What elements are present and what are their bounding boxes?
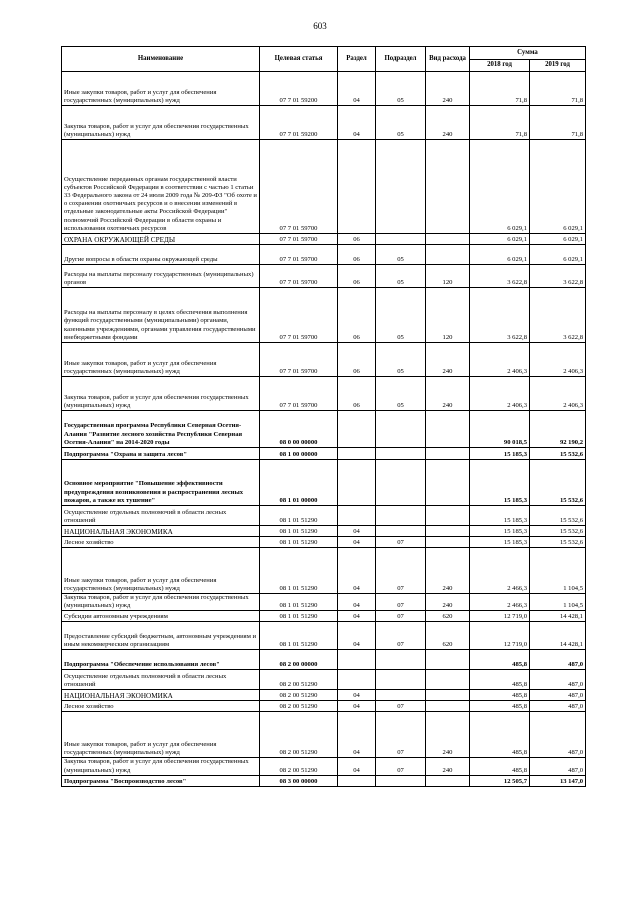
row-subsection: [376, 650, 426, 670]
row-sum-2018: 2 406,3: [470, 343, 530, 377]
row-target-article: 07 7 01 59700: [260, 288, 338, 343]
row-subsection: 07: [376, 701, 426, 712]
table-row: [62, 526, 586, 537]
row-target-article: 07 7 01 59200: [260, 72, 338, 106]
row-sum-2018: 485,8: [470, 650, 530, 670]
row-sum-2019: 2 406,3: [530, 377, 586, 411]
table-body: [62, 72, 586, 787]
row-subsection: [376, 411, 426, 448]
row-sum-2019: 487,0: [530, 690, 586, 701]
row-name: ОХРАНА ОКРУЖАЮЩЕЙ СРЕДЫ: [62, 234, 260, 245]
row-name: НАЦИОНАЛЬНАЯ ЭКОНОМИКА: [62, 690, 260, 701]
row-expense-type: 120: [426, 288, 470, 343]
row-expense-type: [426, 690, 470, 701]
row-name: Государственная программа Республики Северная Осетия-Алания "Развитие лесного хозяйства Республики Северная Осетия-Алания" на 2014-2020 годы: [62, 411, 260, 448]
row-sum-2018: 15 185,3: [470, 460, 530, 506]
table-row: [62, 288, 586, 343]
table-row: [62, 712, 586, 758]
row-name: Лесное хозяйство: [62, 537, 260, 548]
row-name: Иные закупки товаров, работ и услуг для обеспечения государственных (муниципальных) нужд: [62, 548, 260, 594]
row-sum-2018: 485,8: [470, 690, 530, 701]
table-row: [62, 506, 586, 526]
row-subsection: 07: [376, 548, 426, 594]
row-target-article: 08 2 00 51290: [260, 701, 338, 712]
row-sum-2019: 71,8: [530, 72, 586, 106]
header-section: Раздел: [338, 47, 376, 72]
row-sum-2019: 6 029,1: [530, 234, 586, 245]
row-section: 04: [338, 526, 376, 537]
row-section: 04: [338, 712, 376, 758]
row-subsection: 07: [376, 712, 426, 758]
row-sum-2019: 92 190,2: [530, 411, 586, 448]
row-target-article: 08 2 00 51290: [260, 690, 338, 701]
row-target-article: 08 0 00 00000: [260, 411, 338, 448]
row-sum-2018: 485,8: [470, 758, 530, 775]
table-row: [62, 670, 586, 690]
row-section: 04: [338, 106, 376, 140]
row-sum-2018: 71,8: [470, 106, 530, 140]
row-expense-type: [426, 701, 470, 712]
row-sum-2019: 13 147,0: [530, 775, 586, 786]
row-section: 04: [338, 701, 376, 712]
row-expense-type: [426, 775, 470, 786]
row-name: Подпрограмма "Обеспечение использования лесов": [62, 650, 260, 670]
row-sum-2018: 15 185,3: [470, 506, 530, 526]
row-sum-2018: 3 622,8: [470, 265, 530, 288]
row-sum-2019: 1 104,5: [530, 548, 586, 594]
row-sum-2019: 487,0: [530, 701, 586, 712]
table-row: [62, 758, 586, 775]
row-target-article: 07 7 01 59700: [260, 140, 338, 234]
row-name: Иные закупки товаров, работ и услуг для обеспечения государственных (муниципальных) нужд: [62, 343, 260, 377]
table-row: [62, 537, 586, 548]
row-target-article: 08 1 01 51290: [260, 622, 338, 650]
row-sum-2018: 2 406,3: [470, 377, 530, 411]
row-subsection: 07: [376, 594, 426, 611]
row-target-article: 08 1 01 00000: [260, 460, 338, 506]
row-sum-2019: 15 532,6: [530, 526, 586, 537]
row-name: Субсидии автономным учреждениям: [62, 611, 260, 622]
row-name: Расходы на выплаты персоналу в целях обеспечения выполнения функций государственными (муниципальными) органами, казенными учреждениями, органами управления государственными внебюджетными фондами: [62, 288, 260, 343]
row-subsection: 07: [376, 622, 426, 650]
row-subsection: 05: [376, 288, 426, 343]
row-name: НАЦИОНАЛЬНАЯ ЭКОНОМИКА: [62, 526, 260, 537]
row-sum-2018: 90 018,5: [470, 411, 530, 448]
row-section: [338, 775, 376, 786]
row-target-article: 08 2 00 51290: [260, 670, 338, 690]
row-expense-type: [426, 140, 470, 234]
row-section: [338, 140, 376, 234]
header-name: Наименование: [62, 47, 260, 72]
row-sum-2018: 2 466,3: [470, 594, 530, 611]
row-subsection: 07: [376, 758, 426, 775]
table-row: [62, 775, 586, 786]
header-year-2018: 2018 год: [470, 60, 530, 72]
row-expense-type: [426, 650, 470, 670]
row-sum-2019: 6 029,1: [530, 245, 586, 265]
row-expense-type: [426, 670, 470, 690]
table-row: [62, 622, 586, 650]
row-section: 06: [338, 245, 376, 265]
row-subsection: [376, 670, 426, 690]
row-sum-2019: 487,0: [530, 758, 586, 775]
row-target-article: 07 7 01 59200: [260, 106, 338, 140]
table-row: [62, 265, 586, 288]
row-section: 04: [338, 622, 376, 650]
row-expense-type: 240: [426, 343, 470, 377]
row-target-article: 08 1 01 51290: [260, 526, 338, 537]
row-subsection: [376, 460, 426, 506]
row-sum-2018: 485,8: [470, 712, 530, 758]
row-expense-type: 120: [426, 265, 470, 288]
row-section: 04: [338, 537, 376, 548]
row-sum-2018: 485,8: [470, 701, 530, 712]
row-name: Осуществление переданных органам государственной власти субъектов Российской Федерации в соответствии с частью 1 статьи 33 Федерального закона от 24 июля 2009 года № 209-ФЗ "Об охоте и о сохранении охотничьих ресурсов и о внесении изменений в отдельные законодательные акты Российской Федерации" полномочий Российской Федерации в области охраны и использования охотничьих ресурсов: [62, 140, 260, 234]
table-row: [62, 411, 586, 448]
row-sum-2018: 485,8: [470, 670, 530, 690]
row-sum-2019: 2 406,3: [530, 343, 586, 377]
table-row: [62, 140, 586, 234]
row-subsection: 05: [376, 265, 426, 288]
row-section: 04: [338, 758, 376, 775]
row-section: 04: [338, 611, 376, 622]
row-section: 06: [338, 343, 376, 377]
row-sum-2019: 15 532,6: [530, 448, 586, 460]
row-sum-2018: 3 622,8: [470, 288, 530, 343]
row-sum-2018: 12 719,0: [470, 611, 530, 622]
row-sum-2019: 487,0: [530, 650, 586, 670]
row-sum-2018: 71,8: [470, 72, 530, 106]
row-target-article: 08 1 01 51290: [260, 594, 338, 611]
row-sum-2019: 1 104,5: [530, 594, 586, 611]
row-target-article: 08 3 00 00000: [260, 775, 338, 786]
row-target-article: 08 1 01 51290: [260, 537, 338, 548]
row-sum-2019: 487,0: [530, 670, 586, 690]
row-name: Иные закупки товаров, работ и услуг для обеспечения государственных (муниципальных) нужд: [62, 712, 260, 758]
row-expense-type: 240: [426, 712, 470, 758]
row-name: Иные закупки товаров, работ и услуг для обеспечения государственных (муниципальных) нужд: [62, 72, 260, 106]
table-row: [62, 448, 586, 460]
header-expense-type: Вид расхода: [426, 47, 470, 72]
budget-table: [61, 46, 586, 787]
row-name: Расходы на выплаты персоналу государственных (муниципальных) органов: [62, 265, 260, 288]
row-expense-type: 240: [426, 377, 470, 411]
row-target-article: 08 1 01 51290: [260, 611, 338, 622]
row-sum-2019: 3 622,8: [530, 288, 586, 343]
header-sum: Сумма: [470, 47, 586, 60]
row-name: Основное мероприятие "Повышение эффективности предупреждения возникновения и распространения лесных пожаров, а также их тушение": [62, 460, 260, 506]
row-sum-2018: 6 029,1: [470, 245, 530, 265]
table-row: [62, 650, 586, 670]
row-section: 06: [338, 288, 376, 343]
row-expense-type: [426, 506, 470, 526]
row-expense-type: 240: [426, 548, 470, 594]
row-sum-2018: 15 185,3: [470, 526, 530, 537]
table-row: [62, 611, 586, 622]
table-row: [62, 106, 586, 140]
table-row: [62, 701, 586, 712]
row-subsection: [376, 448, 426, 460]
row-name: Лесное хозяйство: [62, 701, 260, 712]
row-name: Закупка товаров, работ и услуг для обеспечения государственных (муниципальных) нужд: [62, 106, 260, 140]
row-sum-2018: 12 719,0: [470, 622, 530, 650]
row-subsection: 05: [376, 72, 426, 106]
row-expense-type: [426, 460, 470, 506]
row-subsection: 05: [376, 343, 426, 377]
row-sum-2018: 12 505,7: [470, 775, 530, 786]
row-section: [338, 411, 376, 448]
page-number: 603: [313, 21, 327, 31]
row-expense-type: 240: [426, 106, 470, 140]
row-sum-2019: 71,8: [530, 106, 586, 140]
row-sum-2019: 14 428,1: [530, 622, 586, 650]
row-target-article: 07 7 01 59700: [260, 377, 338, 411]
row-subsection: 05: [376, 245, 426, 265]
row-sum-2019: 14 428,1: [530, 611, 586, 622]
row-section: 06: [338, 234, 376, 245]
row-name: Закупка товаров, работ и услуг для обеспечения государственных (муниципальных) нужд: [62, 377, 260, 411]
row-sum-2018: 2 466,3: [470, 548, 530, 594]
row-subsection: [376, 690, 426, 701]
row-subsection: [376, 234, 426, 245]
row-expense-type: 240: [426, 594, 470, 611]
row-section: 06: [338, 265, 376, 288]
row-target-article: 08 1 01 51290: [260, 548, 338, 594]
row-name: Осуществление отдельных полномочий в области лесных отношений: [62, 670, 260, 690]
table-row: [62, 245, 586, 265]
row-section: 04: [338, 72, 376, 106]
row-name: Подпрограмма "Воспроизводство лесов": [62, 775, 260, 786]
row-subsection: 05: [376, 106, 426, 140]
row-sum-2019: 487,0: [530, 712, 586, 758]
row-section: [338, 650, 376, 670]
row-sum-2018: 15 185,3: [470, 448, 530, 460]
row-sum-2018: 15 185,3: [470, 537, 530, 548]
row-section: 06: [338, 377, 376, 411]
table-row: [62, 72, 586, 106]
row-sum-2019: 3 622,8: [530, 265, 586, 288]
row-expense-type: [426, 448, 470, 460]
row-target-article: 08 2 00 00000: [260, 650, 338, 670]
row-expense-type: [426, 234, 470, 245]
header-target-article: Целевая статья: [260, 47, 338, 72]
row-name: Другие вопросы в области охраны окружающей среды: [62, 245, 260, 265]
table-row: [62, 377, 586, 411]
row-subsection: 05: [376, 377, 426, 411]
row-target-article: 07 7 01 59700: [260, 265, 338, 288]
row-expense-type: [426, 245, 470, 265]
row-name: Предоставление субсидий бюджетным, автономным учреждениям и иным некоммерческим организациям: [62, 622, 260, 650]
row-sum-2018: 6 029,1: [470, 140, 530, 234]
table-row: [62, 690, 586, 701]
row-name: Закупка товаров, работ и услуг для обеспечения государственных (муниципальных) нужд: [62, 758, 260, 775]
row-section: 04: [338, 690, 376, 701]
row-expense-type: 620: [426, 622, 470, 650]
row-sum-2019: 6 029,1: [530, 140, 586, 234]
row-name: Осуществление отдельных полномочий в области лесных отношений: [62, 506, 260, 526]
row-target-article: 07 7 01 59700: [260, 343, 338, 377]
row-subsection: [376, 526, 426, 537]
header-subsection: Подраздел: [376, 47, 426, 72]
row-section: [338, 460, 376, 506]
row-expense-type: [426, 411, 470, 448]
row-target-article: 07 7 01 59700: [260, 234, 338, 245]
row-subsection: 07: [376, 611, 426, 622]
row-subsection: [376, 140, 426, 234]
row-expense-type: 240: [426, 758, 470, 775]
table-row: [62, 234, 586, 245]
row-target-article: 08 2 00 51290: [260, 712, 338, 758]
table-row: [62, 594, 586, 611]
row-target-article: 07 7 01 59700: [260, 245, 338, 265]
row-target-article: 08 1 00 00000: [260, 448, 338, 460]
row-section: [338, 670, 376, 690]
row-section: [338, 506, 376, 526]
header-year-2019: 2019 год: [530, 60, 586, 72]
row-expense-type: 240: [426, 72, 470, 106]
table-row: [62, 460, 586, 506]
row-section: 04: [338, 594, 376, 611]
table-row: [62, 343, 586, 377]
row-subsection: [376, 506, 426, 526]
row-subsection: 07: [376, 537, 426, 548]
row-sum-2018: 6 029,1: [470, 234, 530, 245]
row-expense-type: [426, 537, 470, 548]
row-expense-type: 620: [426, 611, 470, 622]
row-name: Закупка товаров, работ и услуг для обеспечения государственных (муниципальных) нужд: [62, 594, 260, 611]
row-target-article: 08 1 01 51290: [260, 506, 338, 526]
row-subsection: [376, 775, 426, 786]
row-name: Подпрограмма "Охрана и защита лесов": [62, 448, 260, 460]
row-expense-type: [426, 526, 470, 537]
row-target-article: 08 2 00 51290: [260, 758, 338, 775]
row-section: 04: [338, 548, 376, 594]
row-sum-2019: 15 532,6: [530, 506, 586, 526]
row-section: [338, 448, 376, 460]
row-sum-2019: 15 532,6: [530, 537, 586, 548]
table-row: [62, 548, 586, 594]
row-sum-2019: 15 532,6: [530, 460, 586, 506]
